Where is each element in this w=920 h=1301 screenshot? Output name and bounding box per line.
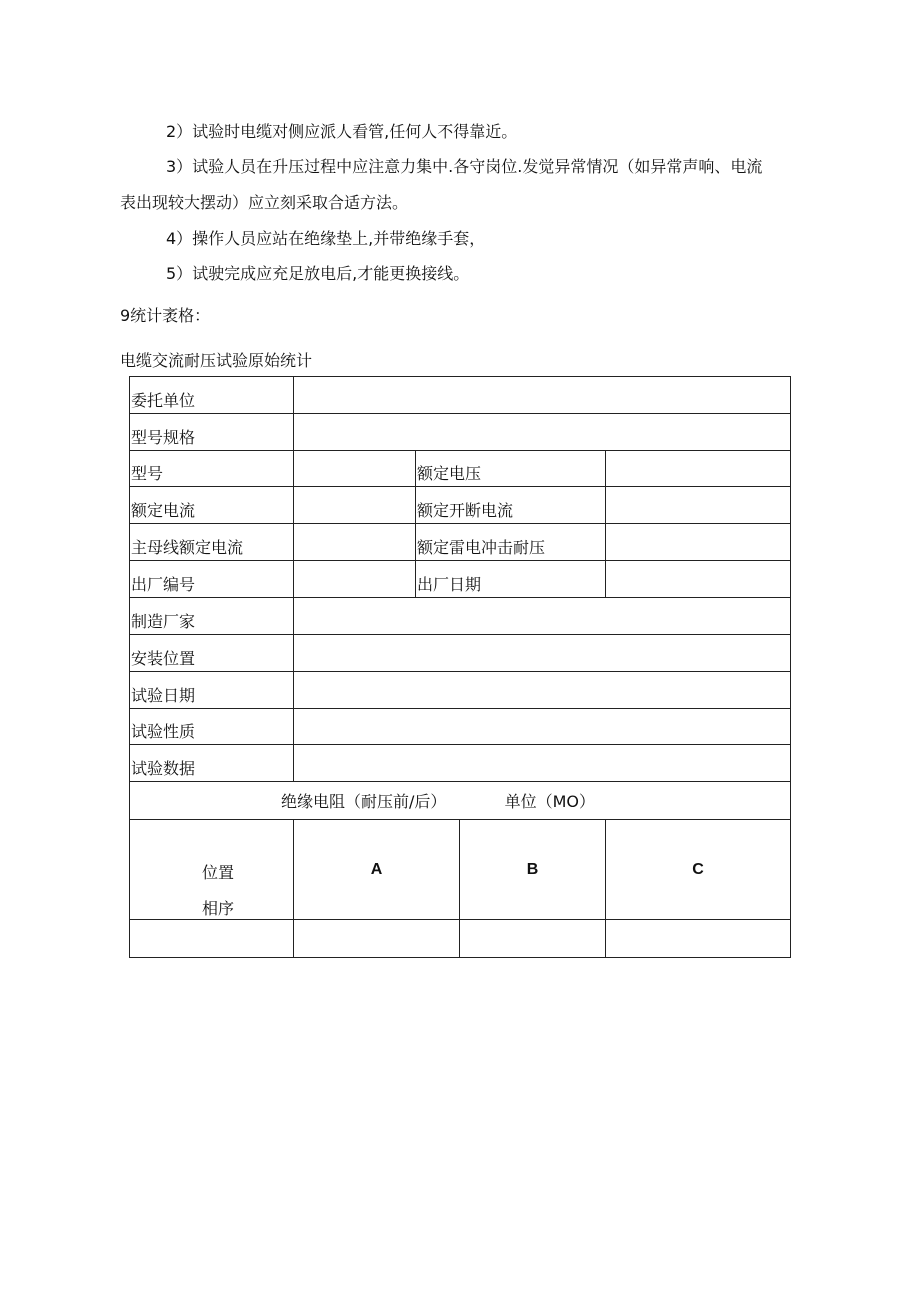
label-cell <box>416 524 606 561</box>
section-heading: 9统计袤格： <box>120 306 211 325</box>
phase-b-header: B <box>460 820 606 920</box>
main-bus-rated-current-label: 主母线额定电流 <box>131 538 244 557</box>
label-cell <box>130 598 294 635</box>
paragraph-item-5: 5）试驶完成应充足放电后,才能更换接线。 <box>166 264 470 283</box>
factory-date-label: 出厂日期 <box>417 575 482 594</box>
table-row <box>130 561 791 598</box>
test-record-table <box>129 376 791 958</box>
phase-c-value-cell[interactable] <box>606 920 791 958</box>
paragraph-item-3-line-1: 3）试验人员在升压过程中应注意力集中.各守岗位.发觉异常情况（如异常声响、电流 <box>166 157 763 176</box>
rated-voltage-label: 额定电压 <box>417 464 482 483</box>
rated-current-value-cell[interactable] <box>294 487 416 524</box>
table-row <box>130 598 791 635</box>
insulation-header-cell <box>130 782 791 820</box>
test-data-value-cell[interactable] <box>294 745 791 782</box>
rated-voltage-value-cell[interactable] <box>606 451 791 487</box>
table-row <box>130 672 791 709</box>
factory-number-label: 出厂编号 <box>131 575 196 594</box>
factory-date-value-cell[interactable] <box>606 561 791 598</box>
table-row <box>130 524 791 561</box>
manufacturer-label: 制造厂家 <box>131 612 196 631</box>
model-spec-value-cell[interactable] <box>294 414 791 451</box>
label-cell <box>130 672 294 709</box>
position-sequence-cell <box>130 820 294 920</box>
rated-current-label: 额定电流 <box>131 501 196 520</box>
label-cell <box>130 487 294 524</box>
table-row <box>130 414 791 451</box>
label-cell <box>416 487 606 524</box>
table-row <box>130 487 791 524</box>
paragraph-item-3-line-2: 表出现较大摆动）应立刻采取合适方法。 <box>120 193 409 212</box>
main-bus-rated-current-value-cell[interactable] <box>294 524 416 561</box>
factory-number-value-cell[interactable] <box>294 561 416 598</box>
table-row <box>130 782 791 820</box>
label-cell <box>130 635 294 672</box>
paragraph-item-4: 4）操作人员应站在绝缘垫上,并带绝缘手套， <box>166 229 486 248</box>
position-label: 位置 <box>202 863 235 882</box>
table-row <box>130 377 791 414</box>
test-data-label: 试验数据 <box>131 759 196 778</box>
label-cell <box>130 561 294 598</box>
model-spec-label: 型号规格 <box>131 428 196 447</box>
label-cell <box>130 524 294 561</box>
rated-breaking-current-label: 额定开断电流 <box>417 501 514 520</box>
rated-breaking-current-value-cell[interactable] <box>606 487 791 524</box>
table-row <box>130 709 791 745</box>
table-caption: 电缆交流耐压试验原始统计 <box>120 351 313 370</box>
insulation-title: 绝缘电阻（耐压前/后） <box>281 792 447 811</box>
entrusting-unit-value-cell[interactable] <box>294 377 791 414</box>
install-location-value-cell[interactable] <box>294 635 791 672</box>
test-date-value-cell[interactable] <box>294 672 791 709</box>
phase-c-header: C <box>606 820 791 920</box>
install-location-label: 安装位置 <box>131 649 196 668</box>
label-cell <box>130 414 294 451</box>
reading-row-label-cell[interactable] <box>130 920 294 958</box>
model-value-cell[interactable] <box>294 451 416 487</box>
entrusting-unit-label: 委托单位 <box>131 391 196 410</box>
label-cell <box>416 561 606 598</box>
label-cell <box>130 709 294 745</box>
table-row <box>130 920 791 958</box>
label-cell <box>130 377 294 414</box>
test-nature-value-cell[interactable] <box>294 709 791 745</box>
table-row <box>130 451 791 487</box>
rated-lightning-withstand-value-cell[interactable] <box>606 524 791 561</box>
table-row <box>130 635 791 672</box>
insulation-unit: 单位（MO） <box>504 792 596 811</box>
table-row <box>130 820 791 920</box>
label-cell <box>130 451 294 487</box>
phase-b-value-cell[interactable] <box>460 920 606 958</box>
table-row <box>130 745 791 782</box>
label-cell <box>416 451 606 487</box>
manufacturer-value-cell[interactable] <box>294 598 791 635</box>
model-label: 型号 <box>131 464 164 483</box>
paragraph-item-2: 2）试验时电缆对侧应派人看管,任何人不得靠近。 <box>166 122 518 141</box>
phase-a-header: A <box>294 820 460 920</box>
test-date-label: 试验日期 <box>131 686 196 705</box>
label-cell <box>130 745 294 782</box>
sequence-label: 相序 <box>202 899 235 918</box>
phase-a-value-cell[interactable] <box>294 920 460 958</box>
test-nature-label: 试验性质 <box>131 722 196 741</box>
rated-lightning-withstand-label: 额定雷电冲击耐压 <box>417 538 546 557</box>
